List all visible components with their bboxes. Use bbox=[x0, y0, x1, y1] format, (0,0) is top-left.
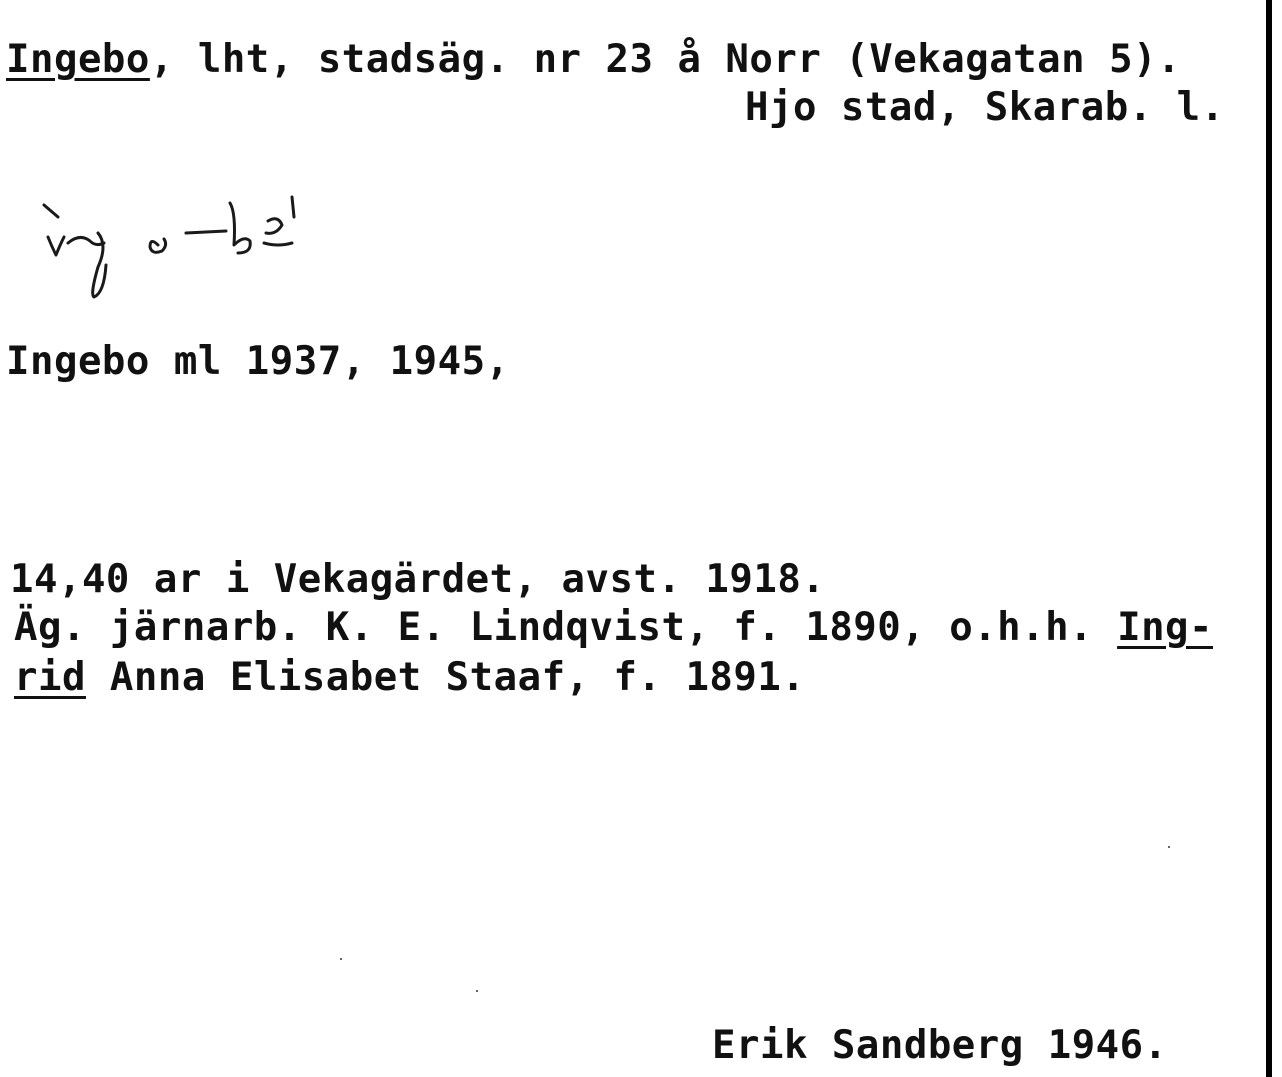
handwriting-glyphs bbox=[38, 185, 308, 310]
card-heading bbox=[6, 38, 1181, 82]
scan-speck bbox=[476, 990, 478, 992]
location-line: Hjo stad, Skarab. l. bbox=[745, 85, 1225, 130]
place-name: Ingebo bbox=[6, 37, 150, 82]
owner-text-continued: Anna Elisabet Staaf, f. 1891. bbox=[85, 655, 806, 700]
scan-speck bbox=[1168, 846, 1170, 848]
scan-speck bbox=[340, 958, 342, 960]
handwritten-pronunciation bbox=[38, 185, 308, 310]
owner-text: Äg. järnarb. K. E. Lindqvist, f. 1890, o.h.h. bbox=[14, 605, 1118, 650]
owner-line-2 bbox=[14, 656, 805, 700]
sources-line: Ingebo ml 1937, 1945, bbox=[6, 339, 510, 384]
owner-name-end: rid bbox=[14, 655, 86, 700]
place-description: , lht, stadsäg. nr 23 å Norr (Vekagatan 5). bbox=[149, 37, 1182, 82]
owner-line-1 bbox=[14, 606, 1213, 650]
owner-name-start: Ing- bbox=[1117, 605, 1214, 650]
signature: Erik Sandberg 1946. bbox=[712, 1023, 1168, 1068]
area-line: 14,40 ar i Vekagärdet, avst. 1918. bbox=[10, 557, 826, 602]
card-edge-border bbox=[1266, 0, 1272, 1077]
